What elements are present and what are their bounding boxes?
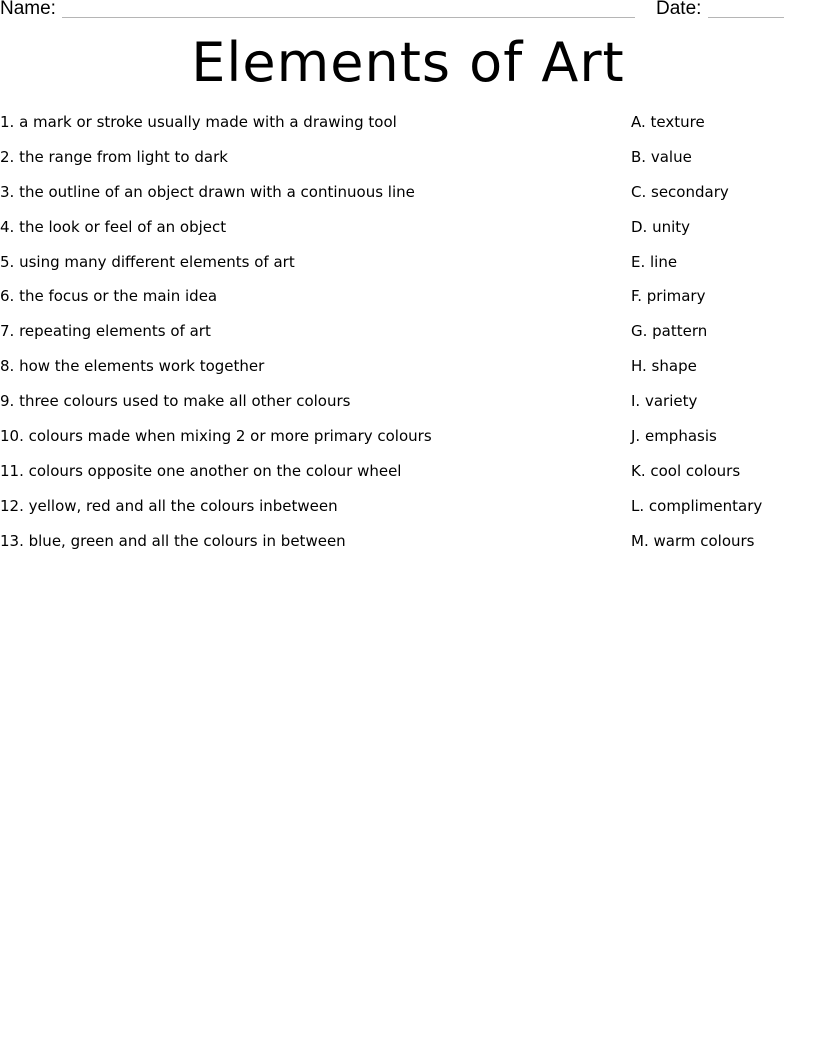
answer-item: H. shape xyxy=(631,357,697,376)
clue-item: 8. how the elements work together xyxy=(0,357,265,376)
date-field-line xyxy=(708,17,784,18)
clue-item: 5. using many different elements of art xyxy=(0,252,295,271)
answer-item: I. variety xyxy=(631,392,698,411)
answer-item: C. secondary xyxy=(631,182,729,201)
answer-item: J. emphasis xyxy=(631,427,717,446)
answer-item: B. value xyxy=(631,147,692,166)
name-label: Name: xyxy=(0,0,56,19)
clue-item: 11. colours opposite one another on the colour wheel xyxy=(0,461,402,480)
answer-item: M. warm colours xyxy=(631,531,755,550)
clue-item: 4. the look or feel of an object xyxy=(0,217,227,236)
clue-item: 12. yellow, red and all the colours inbetween xyxy=(0,496,338,515)
clue-item: 1. a mark or stroke usually made with a drawing tool xyxy=(0,113,397,131)
clue-item: 2. the range from light to dark xyxy=(0,147,228,166)
worksheet-header xyxy=(0,0,816,24)
name-field-line xyxy=(62,17,635,18)
answer-item: G. pattern xyxy=(631,322,708,341)
clue-item: 6. the focus or the main idea xyxy=(0,287,218,306)
clue-item: 7. repeating elements of art xyxy=(0,322,211,341)
answer-list xyxy=(631,110,811,564)
clue-item: 10. colours made when mixing 2 or more primary colours xyxy=(0,427,432,446)
answer-item: K. cool colours xyxy=(631,461,741,480)
answer-item: E. line xyxy=(631,252,678,271)
worksheet-title: Elements of Art xyxy=(191,31,625,94)
answer-item: D. unity xyxy=(631,217,691,236)
clue-list xyxy=(0,110,600,564)
answer-item: A. texture xyxy=(631,113,705,131)
date-label: Date: xyxy=(656,0,702,19)
answer-item: L. complimentary xyxy=(631,496,763,515)
clue-item: 13. blue, green and all the colours in between xyxy=(0,531,346,550)
clue-item: 9. three colours used to make all other colours xyxy=(0,392,351,411)
answer-item: F. primary xyxy=(631,287,706,306)
clue-item: 3. the outline of an object drawn with a continuous line xyxy=(0,182,415,201)
